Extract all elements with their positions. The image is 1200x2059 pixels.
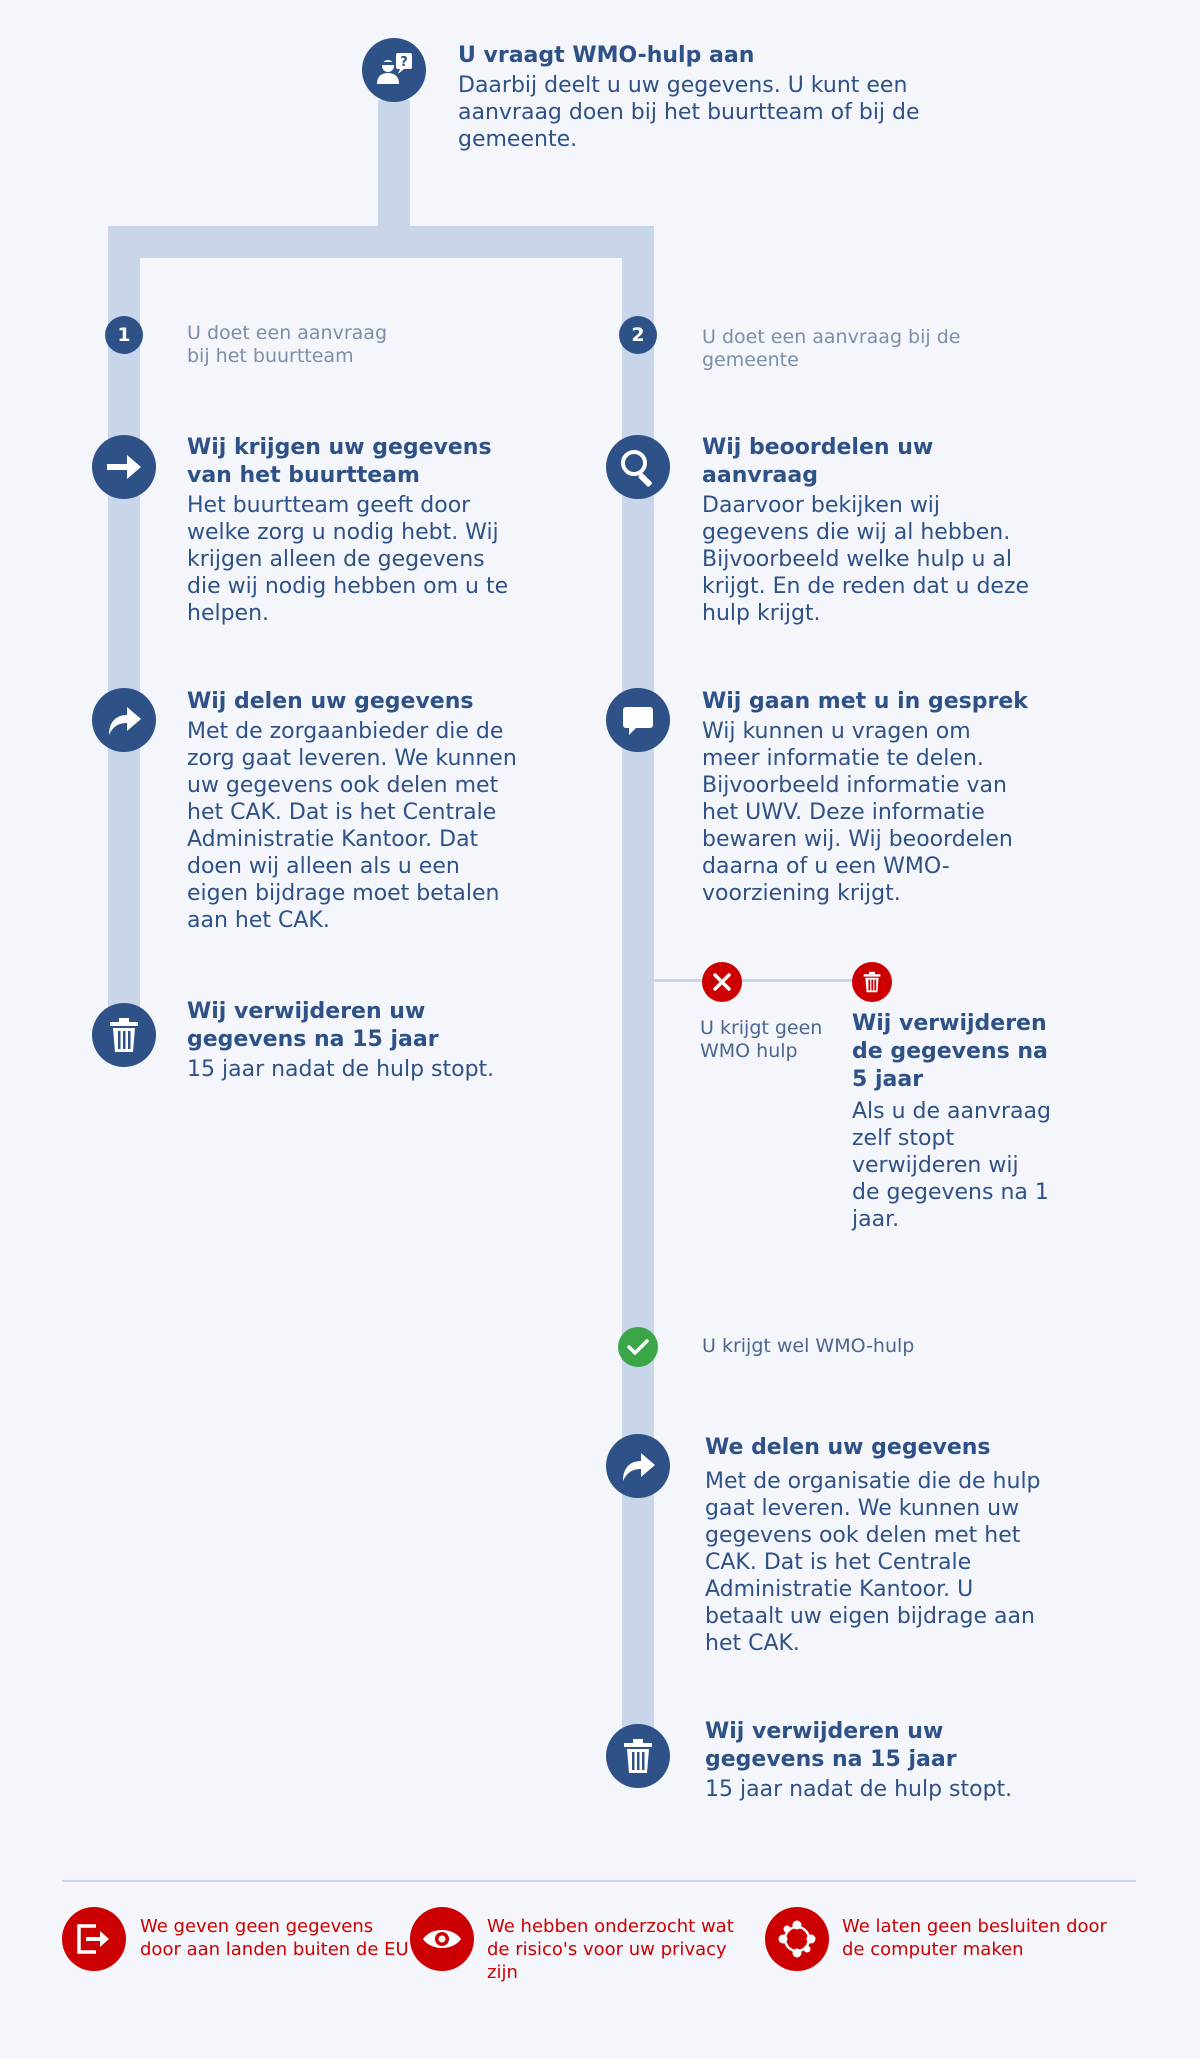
approved-step2 — [705, 1718, 1045, 1803]
branch2-label: U doet een aanvraag bij de gemeente — [702, 326, 961, 371]
rejected-delete-body: Als u de aanvraag zelf stopt verwijderen wij de gegevens na 1 jaar. — [852, 1099, 1051, 1232]
branch1-step1-body: Het buurtteam geeft door welke zorg u nodig hebt. Wij krijgen alleen de gegevens die wij nodig hebben om u te helpen. — [187, 493, 509, 626]
trash-icon — [92, 1003, 156, 1067]
branch2-number: 2 — [619, 316, 657, 354]
branch2-step2 — [702, 688, 1032, 907]
branch2-step1-body: Daarvoor bekijken wij gegevens die wij al hebben. Bijvoorbeeld welke hulp u al krijgt. En de reden dat u deze hulp krijgt. — [702, 493, 1030, 626]
connector-horizontal — [108, 226, 654, 258]
branch2-step2-body: Wij kunnen u vragen om meer informatie te delen. Bijvoorbeeld informatie van het UWV. Deze informatie bewaren wij. Wij beoordelen daarna of u een WMO-voorziening krijgt. — [702, 719, 1013, 906]
share-icon — [606, 1434, 670, 1498]
branch1-step1 — [187, 434, 517, 627]
branch1-step2 — [187, 688, 517, 934]
trash-icon — [852, 962, 892, 1002]
footer-divider — [62, 1880, 1136, 1882]
branch1-step2-title: Wij delen uw gegevens — [187, 689, 474, 714]
approved-step1-title: We delen uw gegevens — [705, 1435, 991, 1460]
approved-label: U krijgt wel WMO-hulp — [702, 1335, 915, 1357]
approved-step2-title: Wij verwijderen uw gegevens na 15 jaar — [705, 1719, 957, 1772]
search-icon — [606, 435, 670, 499]
network-icon — [765, 1907, 829, 1971]
arrow-right-icon — [92, 435, 156, 499]
rejected-delete-title: Wij verwijderen de gegevens na 5 jaar — [852, 1011, 1048, 1092]
branch1-step3-title: Wij verwijderen uw gegevens na 15 jaar — [187, 999, 439, 1052]
branch1-step1-title: Wij krijgen uw gegevens van het buurtteam — [187, 435, 492, 488]
branch2-step1 — [702, 434, 1032, 627]
connector-top-vertical — [378, 100, 410, 230]
branch1-step3 — [187, 998, 517, 1083]
branch1-label: U doet een aanvraag bij het buurtteam — [187, 322, 388, 367]
footer-text-privacy: We hebben onderzocht wat de risico's voor uw privacy zijn — [487, 1916, 734, 1983]
chat-icon — [606, 688, 670, 752]
approved-step2-body: 15 jaar nadat de hulp stopt. — [705, 1777, 1013, 1802]
start-text — [458, 42, 938, 153]
approved-step1-body: Met de organisatie die de hulp gaat leveren. We kunnen uw gegevens ook delen met het CAK. Dat is het Centrale Administratie Kantoor. U betaalt uw eigen bijdrage aan het CAK. — [705, 1469, 1041, 1656]
close-icon — [702, 962, 742, 1002]
branch1-number: 1 — [105, 316, 143, 354]
connector-reject-branch — [654, 979, 874, 982]
svg-text:?: ? — [400, 55, 408, 70]
branch1-step3-body: 15 jaar nadat de hulp stopt. — [187, 1057, 495, 1082]
footer-text-eu: We geven geen gegevens door aan landen buiten de EU — [140, 1916, 409, 1960]
start-body: Daarbij deelt u uw gegevens. U kunt een aanvraag doen bij het buurtteam of bij de gemeente. — [458, 73, 920, 152]
branch2-step1-title: Wij beoordelen uw aanvraag — [702, 435, 934, 488]
branch2-step2-title: Wij gaan met u in gesprek — [702, 689, 1028, 714]
approved-step1 — [705, 1434, 1045, 1657]
trash-icon — [606, 1724, 670, 1788]
export-icon — [62, 1907, 126, 1971]
rejected-delete — [852, 1010, 1052, 1233]
check-icon — [618, 1327, 658, 1367]
rejected-label: U krijgt geen WMO hulp — [700, 1017, 823, 1062]
branch1-step2-body: Met de zorgaanbieder die de zorg gaat leveren. We kunnen uw gegevens ook delen met het CAK. Dat is het Centrale Administratie Kantoor. Dat doen wij alleen als u een eigen bijdrage moet betalen aan het CAK. — [187, 719, 517, 933]
question-person-icon — [362, 38, 426, 102]
share-icon — [92, 688, 156, 752]
footer-text-computer: We laten geen besluiten door de computer maken — [842, 1916, 1107, 1960]
eye-icon — [410, 1907, 474, 1971]
start-title: U vraagt WMO-hulp aan — [458, 43, 755, 68]
